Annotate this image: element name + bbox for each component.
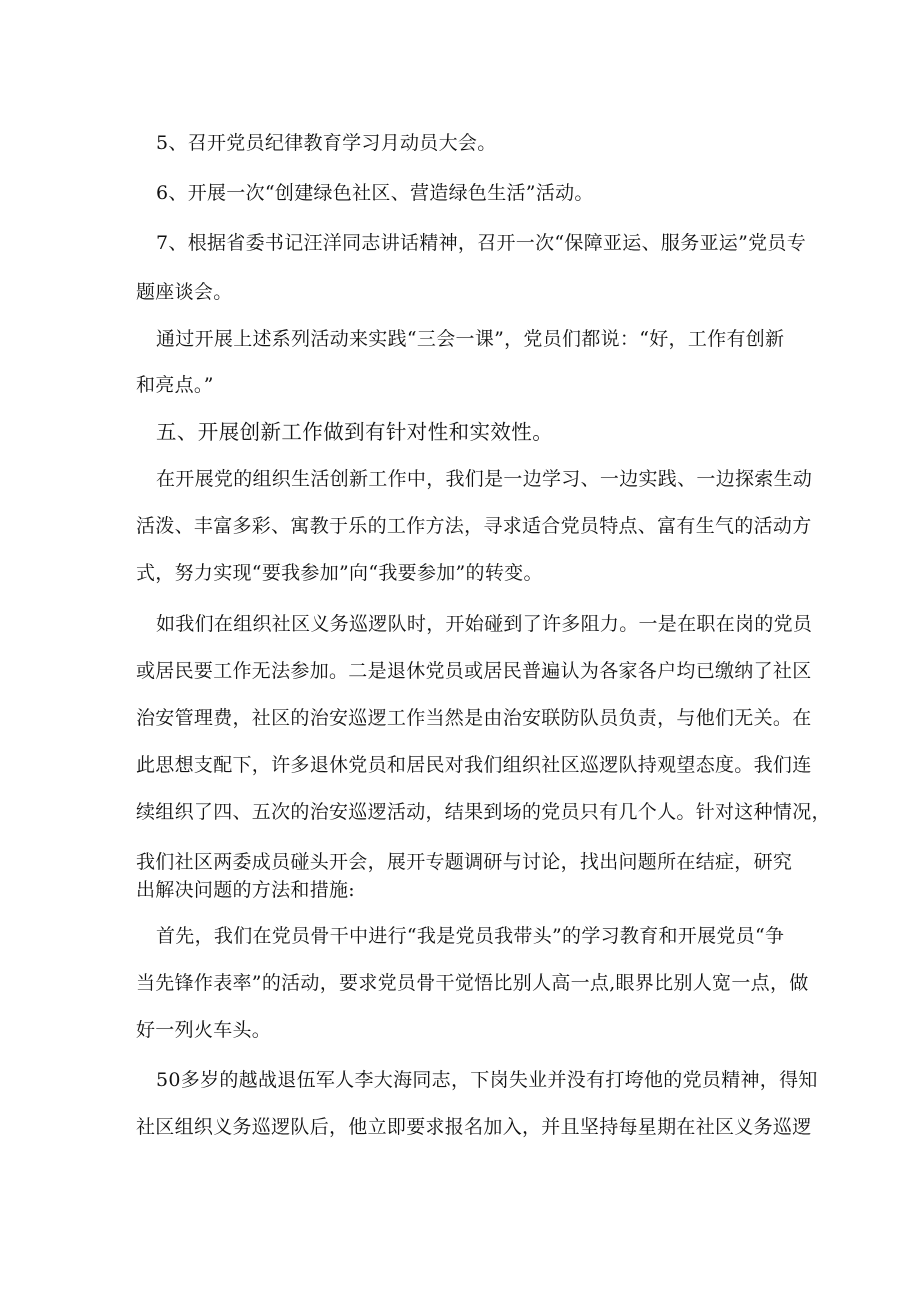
- paragraph-summary-line-2: 和亮点。”: [136, 374, 214, 396]
- paragraph-first-line-2: 当先锋作表率”的活动，要求党员骨干觉悟比别人高一点,眼界比别人宽一点，做: [136, 972, 809, 994]
- paragraph-veteran-line-1: 50多岁的越战退伍军人李大海同志，下岗失业并没有打垮他的党员精神，得知: [156, 1069, 818, 1091]
- list-item-7-line-2: 题座谈会。: [136, 281, 233, 303]
- list-item-5: 5、召开党员纪律教育学习月动员大会。: [156, 132, 497, 154]
- paragraph-innovation-line-1: 在开展党的组织生活创新工作中，我们是一边学习、一边实践、一边探索生动: [156, 468, 813, 490]
- list-item-6: 6、开展一次“创建绿色社区、营造绿色生活”活动。: [156, 182, 594, 204]
- paragraph-patrol-line-2: 或居民要工作无法参加。二是退休党员或居民普遍认为各家各户均已缴纳了社区: [136, 660, 812, 682]
- paragraph-innovation-line-2: 活泼、丰富多彩、寓教于乐的工作方法，寻求适合党员特点、富有生气的活动方: [136, 515, 812, 537]
- paragraph-patrol-line-7: 出解决问题的方法和措施:: [136, 879, 356, 901]
- list-item-7-line-1: 7、根据省委书记汪洋同志讲话精神，召开一次“保障亚运、服务亚运”党员专: [156, 232, 807, 254]
- paragraph-patrol-line-4: 此思想支配下，许多退休党员和居民对我们组织社区巡逻队持观望态度。我们连: [136, 754, 812, 776]
- paragraph-innovation-line-3: 式，努力实现“要我参加”向“我要参加”的转变。: [136, 562, 543, 584]
- paragraph-patrol-line-6: 我们社区两委成员碰头开会，展开专题调研与讨论，找出问题所在结症，研究: [136, 851, 793, 873]
- paragraph-veteran-line-2: 社区组织义务巡逻队后，他立即要求报名加入，并且坚持每星期在社区义务巡逻: [136, 1116, 812, 1138]
- paragraph-first-line-3: 好一列火车头。: [136, 1019, 272, 1041]
- paragraph-patrol-line-1: 如我们在组织社区义务巡逻队时，开始碰到了许多阻力。一是在职在岗的党员: [156, 613, 813, 635]
- paragraph-first-line-1: 首先，我们在党员骨干中进行“我是党员我带头”的学习教育和开展党员“争: [156, 925, 785, 947]
- paragraph-patrol-line-3: 治安管理费，社区的治安巡逻工作当然是由治安联防队员负责，与他们无关。在: [136, 707, 812, 729]
- section-heading-five: 五、开展创新工作做到有针对性和实效性。: [156, 420, 554, 444]
- paragraph-summary-line-1: 通过开展上述系列活动来实践“三会一课”，党员们都说：“好，工作有创新: [156, 328, 785, 350]
- paragraph-patrol-line-5: 续组织了四、五次的治安巡逻活动，结果到场的党员只有几个人。针对这种情况，: [136, 801, 831, 823]
